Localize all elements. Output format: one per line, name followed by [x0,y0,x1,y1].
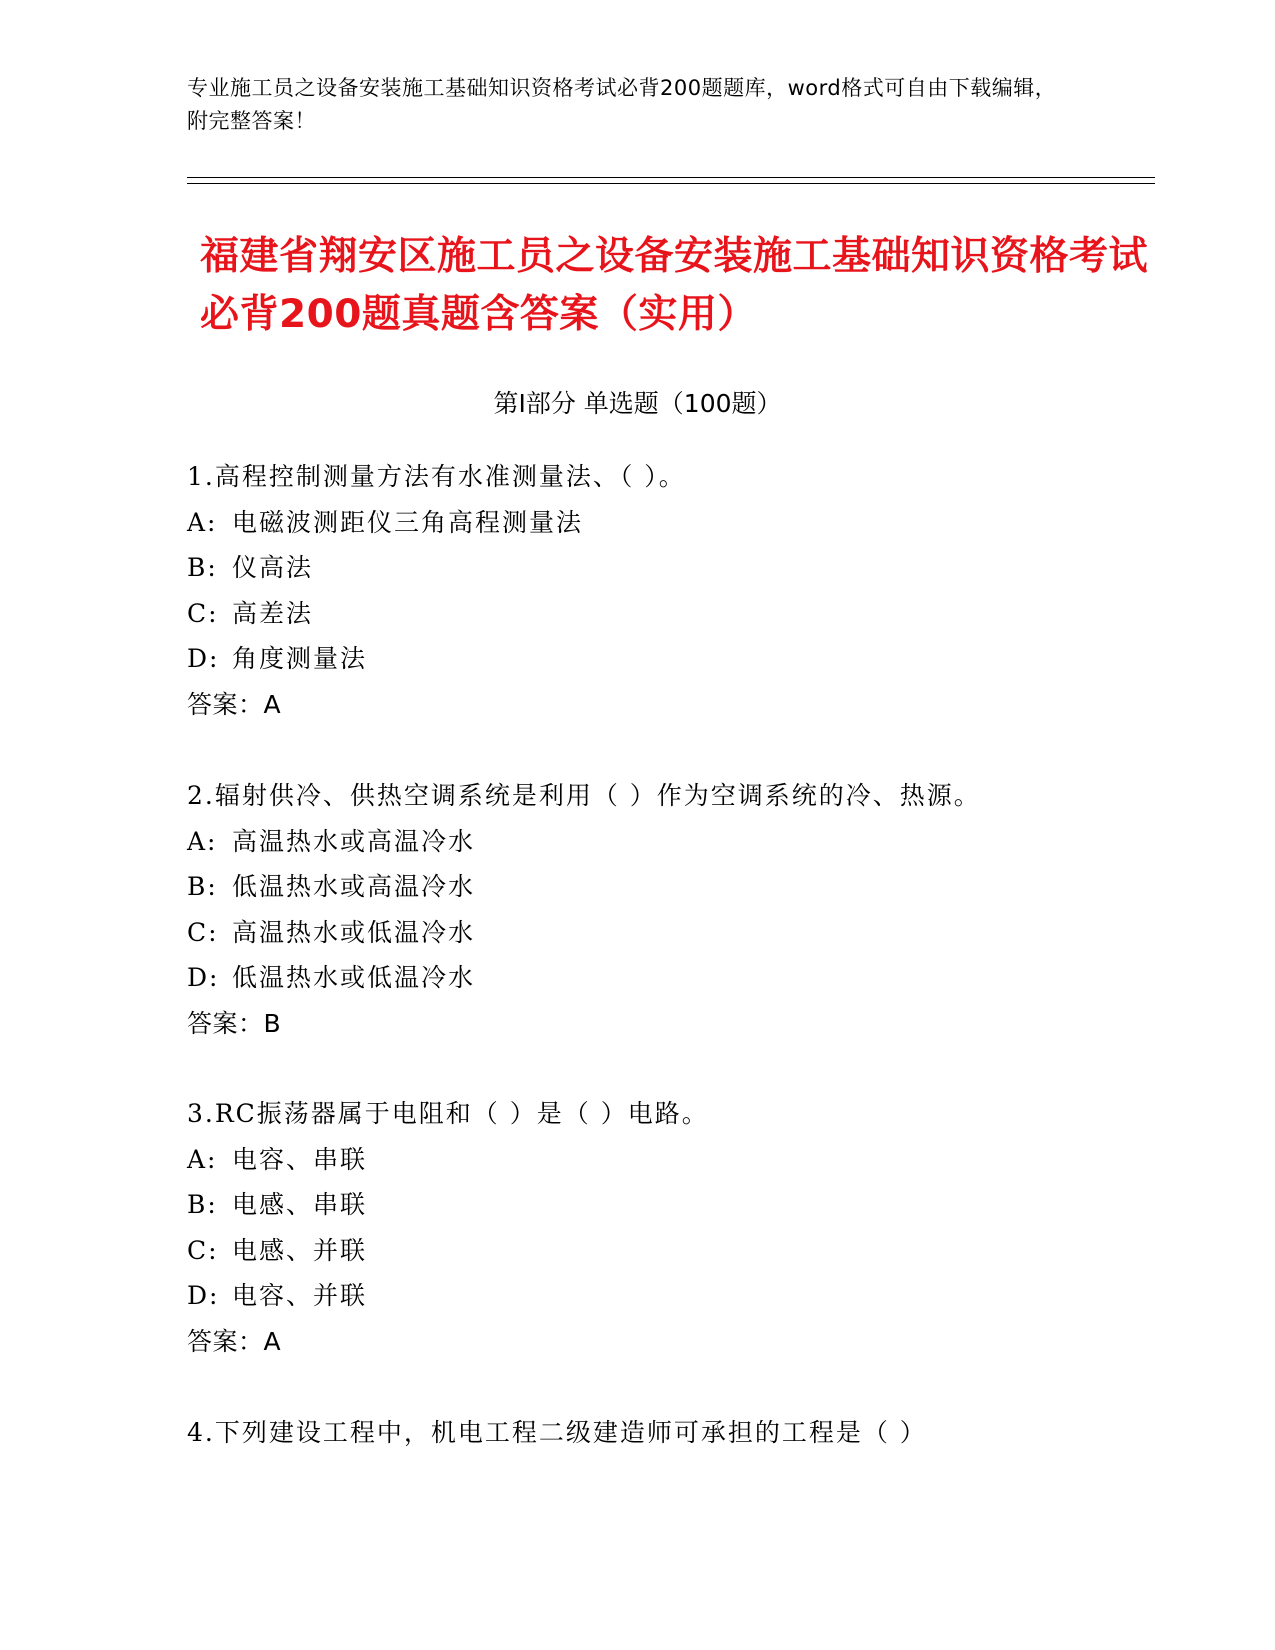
header-divider-bottom [187,183,1155,184]
option-key: D: [187,1281,220,1310]
option-key: B: [187,872,218,901]
option-text: 角度测量法 [232,644,368,673]
option-a [187,819,1147,865]
option-key: A: [187,507,218,537]
question-stem: 3.RC振荡器属于电阻和（ ）是（ ）电路。 [187,1099,709,1128]
option-key: B: [187,1190,218,1219]
option-b [187,545,1147,591]
question-stem: 2.辐射供冷、供热空调系统是利用（ ）作为空调系统的冷、热源。 [187,781,981,810]
option-text: 电容、并联 [232,1281,368,1310]
header-intro: 专业施工员之设备安装施工基础知识资格考试必背200题题库，word格式可自由下载编辑，附完整答案！ [187,76,1057,133]
option-text: 低温热水或低温冷水 [232,963,476,992]
option-c [187,910,1147,956]
option-key: C: [187,1235,219,1265]
question-3 [187,1091,1147,1364]
option-text: 低温热水或高温冷水 [232,872,476,901]
option-d [187,1273,1147,1319]
option-text: 电感、串联 [232,1190,368,1219]
question-4 [187,1410,1147,1456]
option-key: A: [187,826,218,856]
question-stem: 4.下列建设工程中，机电工程二级建造师可承担的工程是（ ） [187,1418,927,1447]
option-key: C: [187,917,219,947]
option-key: A: [187,1144,218,1174]
option-text: 电感、并联 [232,1235,368,1265]
option-a [187,1137,1147,1183]
option-text: 仪高法 [232,553,314,582]
option-text: 电磁波测距仪三角高程测量法 [232,507,584,537]
option-text: 高温热水或低温冷水 [232,917,476,947]
option-d [187,955,1147,1001]
answer-line: 答案：A [187,689,282,719]
option-key: B: [187,553,218,582]
option-text: 电容、串联 [232,1144,368,1174]
answer-line: 答案：B [187,1008,282,1038]
option-text: 高差法 [232,598,314,628]
option-a [187,500,1147,546]
question-2 [187,773,1147,1046]
section-title: 第I部分 单选题（100题） [493,389,782,418]
header-divider-top [187,177,1155,178]
option-b [187,1182,1147,1228]
document-title: 福建省翔安区施工员之设备安装施工基础知识资格考试必背200题真题含答案（实用） [200,234,1149,337]
option-key: C: [187,598,219,628]
option-b [187,864,1147,910]
answer-line: 答案：A [187,1326,282,1356]
option-text: 高温热水或高温冷水 [232,826,476,856]
option-d [187,636,1147,682]
question-1 [187,454,1147,727]
option-c [187,591,1147,637]
option-c [187,1228,1147,1274]
option-key: D: [187,963,220,992]
option-key: D: [187,644,220,673]
question-stem: 1.高程控制测量方法有水准测量法、（ ）。 [187,462,686,491]
